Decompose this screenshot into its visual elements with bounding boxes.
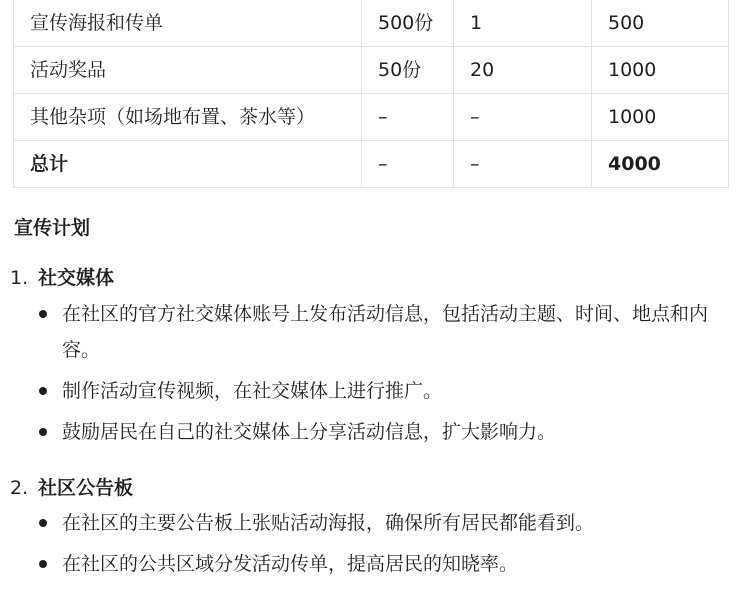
- quantity-cell: –: [362, 141, 454, 188]
- list-number: 2.: [10, 477, 29, 499]
- unit-price-cell: –: [454, 141, 592, 188]
- item-cell: 其他杂项（如场地布置、茶水等）: [14, 94, 362, 141]
- list-item: [36, 546, 736, 582]
- bullet-icon: [39, 519, 47, 527]
- quantity-cell: –: [362, 94, 454, 141]
- item-cell: 宣传海报和传单: [14, 0, 362, 47]
- unit-price-cell: 20: [454, 47, 592, 94]
- grand-total-cell: 4000: [592, 141, 729, 188]
- item-cell: 活动奖品: [14, 47, 362, 94]
- list-item: [36, 505, 736, 541]
- list-item-text: 在社区的主要公告板上张贴活动海报，确保所有居民都能看到。: [62, 512, 595, 534]
- table-total-row: [14, 141, 729, 188]
- list-number: 1.: [10, 267, 29, 289]
- total-cell: 500: [592, 0, 729, 47]
- list-heading-title: 社区公告板: [38, 477, 134, 499]
- total-cell: 1000: [592, 94, 729, 141]
- unit-price-cell: –: [454, 94, 592, 141]
- list-item: [36, 414, 736, 450]
- table-row: [14, 94, 729, 141]
- section-heading: 宣传计划: [14, 217, 91, 239]
- table-row: [14, 47, 729, 94]
- total-cell: 1000: [592, 47, 729, 94]
- total-label-cell: 总计: [14, 141, 362, 188]
- table-row: [14, 0, 729, 47]
- bullet-icon: [39, 387, 47, 395]
- bullet-icon: [39, 428, 47, 436]
- quantity-cell: 500份: [362, 0, 454, 47]
- list-heading-bulletin-board: [10, 476, 133, 500]
- list-heading-title: 社交媒体: [38, 267, 115, 289]
- bullet-icon: [39, 310, 47, 318]
- quantity-cell: 50份: [362, 47, 454, 94]
- budget-table: [13, 0, 729, 188]
- list-item: [36, 296, 736, 368]
- bullet-icon: [39, 560, 47, 568]
- unit-price-cell: 1: [454, 0, 592, 47]
- list-heading-social-media: [10, 266, 114, 290]
- list-item-text: 在社区的官方社交媒体账号上发布活动信息，包括活动主题、时间、地点和内容。: [62, 303, 709, 361]
- list-item-text: 鼓励居民在自己的社交媒体上分享活动信息，扩大影响力。: [62, 421, 557, 443]
- list-item: [36, 373, 736, 409]
- list-item-text: 制作活动宣传视频，在社交媒体上进行推广。: [62, 380, 443, 402]
- list-item-text: 在社区的公共区域分发活动传单，提高居民的知晓率。: [62, 553, 519, 575]
